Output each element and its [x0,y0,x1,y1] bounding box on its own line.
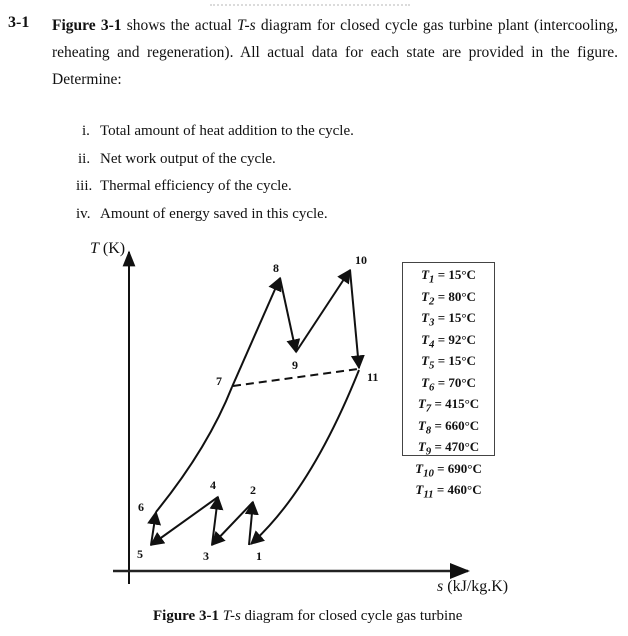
state-label-3: 3 [203,549,209,563]
state-label-6: 6 [138,500,144,514]
temp-row: $T_3 = 15^\circ C$ [421,310,476,329]
y-axis-label: T (K) [90,240,126,257]
cropped-heading [210,0,410,6]
ts-symbol: T-s [237,17,256,34]
temp-row: $T_7 = 415^\circ C$ [417,396,480,415]
state-label-4: 4 [210,478,216,492]
figure-reference: Figure 3-1 [52,17,122,34]
state-label-5: 5 [137,547,143,561]
state-label-1: 1 [256,549,262,563]
temp-row: $T_{10} = 690^\circ C$ [415,460,482,480]
state-label-10: 10 [355,253,367,267]
temp-row: $T_8 = 660^\circ C$ [417,417,480,437]
state-label-8: 8 [273,261,279,275]
temp-row: $T_{11} = 460^\circ C$ [415,482,482,501]
temp-row: $T_9 = 470^\circ C$ [417,439,480,458]
state-temperature-table [402,262,495,501]
task-item: iii. Thermal efficiency of the cycle. [76,178,292,194]
state-label-2: 2 [250,483,256,497]
temp-row: $T_2 = 80^\circ C$ [421,288,476,308]
task-item: i. Total amount of heat addition to the cycle. [82,123,354,139]
temp-row: $T_1 = 15^\circ C$ [421,267,476,286]
state-label-7: 7 [216,374,222,388]
question-text: Figure 3-1 shows the actual T-s diagram for closed cycle gas turbine plant (intercooling, reheating and regeneration). All actual data for each state are provided in the figure. Determine: [52,17,618,88]
state-label-11: 11 [367,370,379,384]
temp-row: $T_4 = 92^\circ C$ [421,331,476,351]
temp-row: $T_5 = 15^\circ C$ [421,353,476,372]
task-list [78,118,354,228]
task-item: ii. Net work output of the cycle. [78,150,276,167]
x-axis-label: s (kJ/kg.K) [437,578,509,595]
temp-row: $T_6 = 70^\circ C$ [421,374,476,394]
state-label-9: 9 [292,358,298,372]
figure-caption: Figure 3-1 T-s diagram for closed cycle gas turbine [153,608,463,624]
ts-diagram [0,230,628,610]
question-number: 3-1 [8,14,30,31]
task-item: iv. Amount of energy saved in this cycle. [76,205,328,222]
